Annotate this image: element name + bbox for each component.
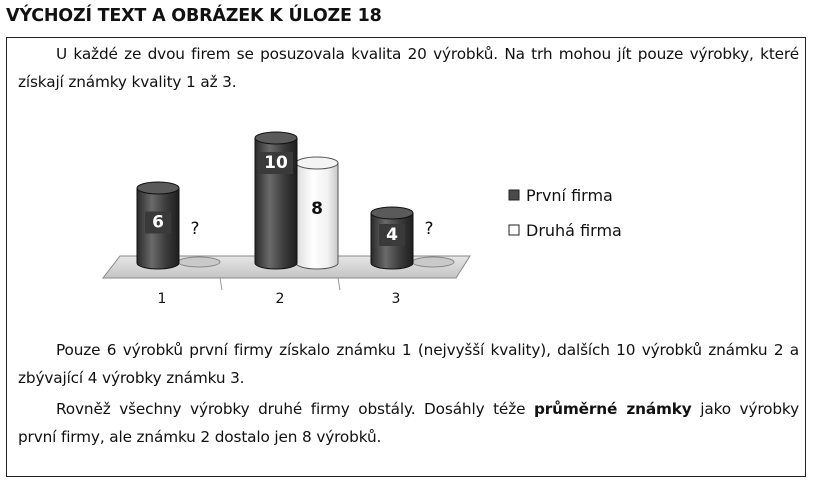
- first-firm-paragraph: Pouze 6 výrobků první firmy získalo známku 1 (nejvyšší kvality), dalších 10 výrobků známku 2 a zbývající 4 výrobky známku 3.: [18, 341, 799, 387]
- category-labels: [158, 291, 401, 307]
- legend-second-firm: Druhá firma: [526, 221, 622, 240]
- second-firm-text-start: Rovněž všechny výrobky druhé firmy obstály. Dosáhly téže: [56, 400, 534, 418]
- category-label: 1: [157, 291, 167, 307]
- bar-second-firm-empty: [178, 257, 220, 267]
- data-label-unknown: ?: [424, 219, 434, 239]
- data-label-first-firm: 10: [264, 153, 288, 173]
- average-grade-emphasis: průměrné známky: [533, 400, 692, 418]
- second-firm-paragraph: [18, 396, 799, 451]
- legend-first-firm: První firma: [526, 186, 613, 205]
- data-label-second-firm: 8: [311, 199, 323, 219]
- legend-swatch-first-firm: [509, 190, 519, 200]
- second-firm-text-end: jako výrobky první firmy, ale známku 2 dostalo jen 8 výrobků.: [18, 400, 800, 446]
- data-label-first-firm: 6: [152, 212, 164, 233]
- page-title: VÝCHOZÍ TEXT A OBRÁZEK K ÚLOZE 18: [6, 6, 382, 26]
- tick-mark: [338, 278, 340, 290]
- bar-second-firm-empty: [412, 257, 454, 267]
- tick-mark: [220, 278, 222, 290]
- data-label-unknown: ?: [190, 219, 200, 239]
- chart-bars: [137, 132, 454, 269]
- data-label-first-firm: 4: [386, 225, 398, 245]
- legend-swatch-second-firm: [509, 225, 519, 235]
- category-label: 3: [391, 291, 401, 307]
- category-label: 2: [275, 291, 285, 307]
- intro-paragraph: U každé ze dvou firem se posuzovala kvalita 20 výrobků. Na trh mohou jít pouze výrobky, které získají známky kvality 1 až 3.: [18, 45, 799, 91]
